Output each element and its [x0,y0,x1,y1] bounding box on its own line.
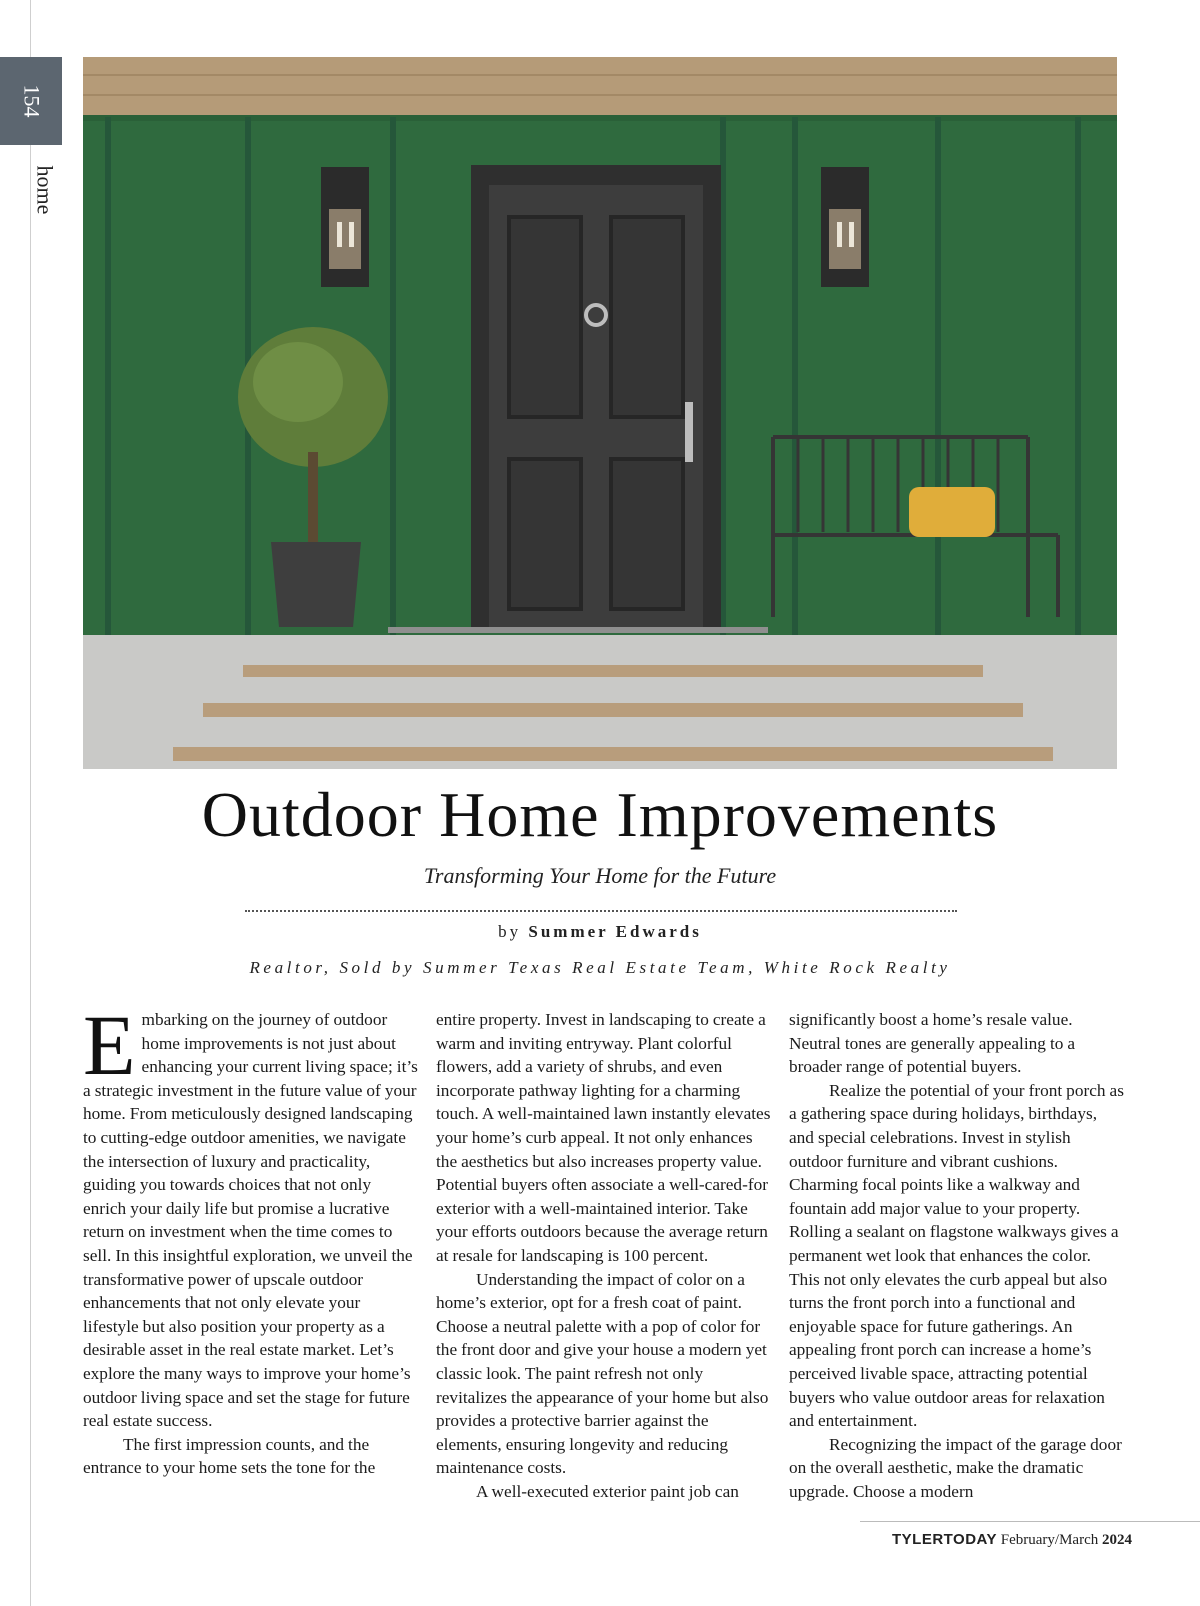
author-name: Summer Edwards [528,922,702,941]
byline [200,922,1000,942]
drop-cap: E [83,997,136,1093]
front-porch-photo [83,57,1117,769]
paragraph-intro-text: mbarking on the journey of outdoor home improvements is not just about enhancing your current living space; it’s a strategic investment in the future value of your home. From meticulously designed landscaping to cutting-edge outdoor amenities, we navigate the intersection of luxury and practicality, guiding you towards choices that not only enrich your daily life but promise a lucrative return on investment when the time comes to sell. In this insightful exploration, we unveil the transformative power of upscale outdoor enhancements that not only elevate your lifestyle but also position your property as a desirable asset in the real estate market. Let’s explore the many ways to improve your home’s outdoor living space and set the stage for future real estate success. [83,1010,418,1431]
paragraph-intro [83,997,418,1433]
article-subtitle: Transforming Your Home for the Future [423,863,777,888]
paragraph-first-impression: The first impression counts, and the entrance to your home sets the tone for the [83,1434,376,1478]
dotted-divider [245,910,957,912]
text-column-2 [436,1008,771,1503]
paragraph-porch: Realize the potential of your front porch as a gathering space during holidays, birthdays, and special celebrations. Invest in stylish outdoor furniture and vibrant cushions. Charming focal points like a walkway and fountain add major value to your property. Rolling a sealant on flagstone walkways gives a permanent wet look that enhances the color. This not only elevates the curb appeal but also turns the front porch into a functional and enjoyable space for future gatherings. An appealing front porch can increase a home’s perceived livable space, attracting potential buyers who value outdoor areas for relaxation and entertainment. [789,1080,1124,1431]
issue-months: February/March [1000,1532,1099,1548]
section-name: home [32,165,58,215]
byline-prefix: by [498,922,522,941]
page-number-tab [0,57,62,145]
text-column-1 [83,997,418,1480]
paragraph-garage: Recognizing the impact of the garage door on the overall aesthetic, make the dramatic upgrade. Choose a modern [789,1434,1122,1501]
section-label [29,160,59,220]
paragraph-paint-start: A well-executed exterior paint job can [476,1481,739,1501]
footer-rule [860,1521,1200,1522]
author-credential: Realtor, Sold by Summer Texas Real Estate Team, White Rock Realty [249,958,951,977]
footer [892,1531,1132,1549]
page-number: 154 [19,84,44,118]
issue-year: 2024 [1102,1532,1132,1548]
magazine-name: TYLERTODAY [892,1531,998,1548]
paragraph-landscaping: entire property. Invest in landscaping to create a warm and inviting entryway. Plant colorful flowers, add a variety of shrubs, and even incorporate pathway lighting for a charming touch. A well-maintained lawn instantly elevates your home’s curb appeal. It not only enhances the aesthetics but also increases property value. Potential buyers often associate a well-cared-for exterior with a well-maintained interior. Take your efforts outdoors because the average return at resale for landscaping is 100 percent. [436,1010,771,1265]
text-column-3 [789,1008,1124,1503]
paragraph-paint-end: significantly boost a home’s resale value. Neutral tones are generally appealing to a broader range of potential buyers. [789,1010,1076,1077]
paragraph-color: Understanding the impact of color on a home’s exterior, opt for a fresh coat of paint. Choose a neutral palette with a pop of color for the front door and give your house a modern yet classic look. The paint refresh not only revitalizes the appearance of your home but also provides a protective barrier against the elements, ensuring longevity and reducing maintenance costs. [436,1269,769,1478]
article-title: Outdoor Home Improvements [201,779,999,850]
margin-rule [30,0,31,1606]
